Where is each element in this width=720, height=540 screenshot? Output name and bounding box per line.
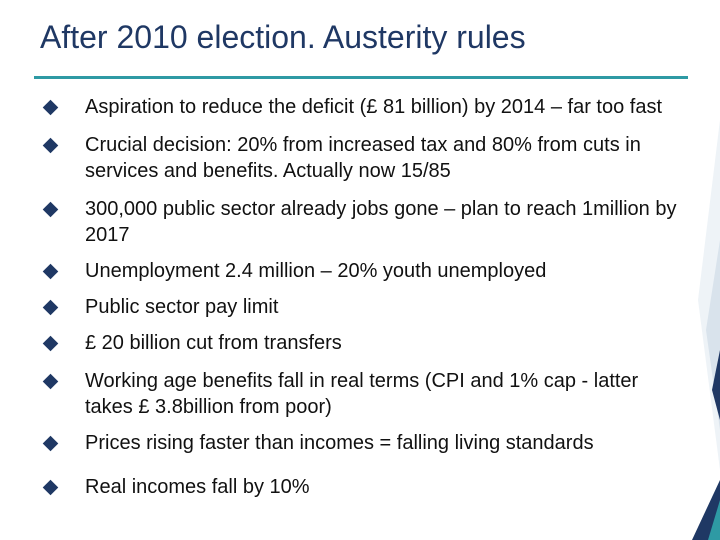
bullet-text: Public sector pay limit bbox=[85, 296, 279, 318]
bullet-item bbox=[44, 368, 684, 420]
diamond-icon bbox=[43, 436, 59, 452]
slide-title: After 2010 election. Austerity rules bbox=[40, 19, 526, 55]
bullet-item bbox=[44, 258, 684, 284]
bullet-item bbox=[44, 330, 684, 356]
bullet-text: Prices rising faster than incomes = falling living standards bbox=[85, 432, 594, 454]
diamond-icon bbox=[43, 300, 59, 316]
diamond-icon bbox=[43, 480, 59, 496]
diamond-icon bbox=[43, 264, 59, 280]
bullet-term: Aspiration bbox=[85, 96, 174, 118]
bullet-item bbox=[44, 430, 684, 456]
bullet-item bbox=[44, 94, 684, 120]
corner-decoration bbox=[692, 0, 720, 540]
bullet-item bbox=[44, 294, 684, 320]
bullet-term: Crucial decision bbox=[85, 134, 227, 156]
bullet-item bbox=[44, 474, 684, 500]
bullet-text: Working age benefits fall in real terms (CPI and 1% cap - latter takes £ 3.8billion from poor) bbox=[85, 370, 639, 418]
bullet-text: £ 20 billion cut from transfers bbox=[85, 332, 342, 354]
title-divider bbox=[34, 76, 688, 79]
bullet-text: : 20% from increased tax and 80% from cuts in services and benefits. Actually now 15/85 bbox=[85, 134, 641, 182]
bullet-text: Unemployment 2.4 million – 20% youth unemployed bbox=[85, 260, 547, 282]
bullet-item bbox=[44, 196, 684, 248]
bullet-text: Real incomes fall by 10% bbox=[85, 476, 310, 498]
diamond-icon bbox=[43, 336, 59, 352]
diamond-icon bbox=[43, 100, 59, 116]
bullet-text: 300,000 public sector already jobs gone – plan to reach 1million by 2017 bbox=[85, 198, 677, 246]
diamond-icon bbox=[43, 374, 59, 390]
bullet-list bbox=[44, 94, 684, 500]
bullet-item bbox=[44, 132, 684, 184]
diamond-icon bbox=[43, 202, 59, 218]
diamond-icon bbox=[43, 138, 59, 154]
bullet-text: to reduce the deficit (£ 81 billion) by 2014 – far too fast bbox=[173, 96, 663, 118]
